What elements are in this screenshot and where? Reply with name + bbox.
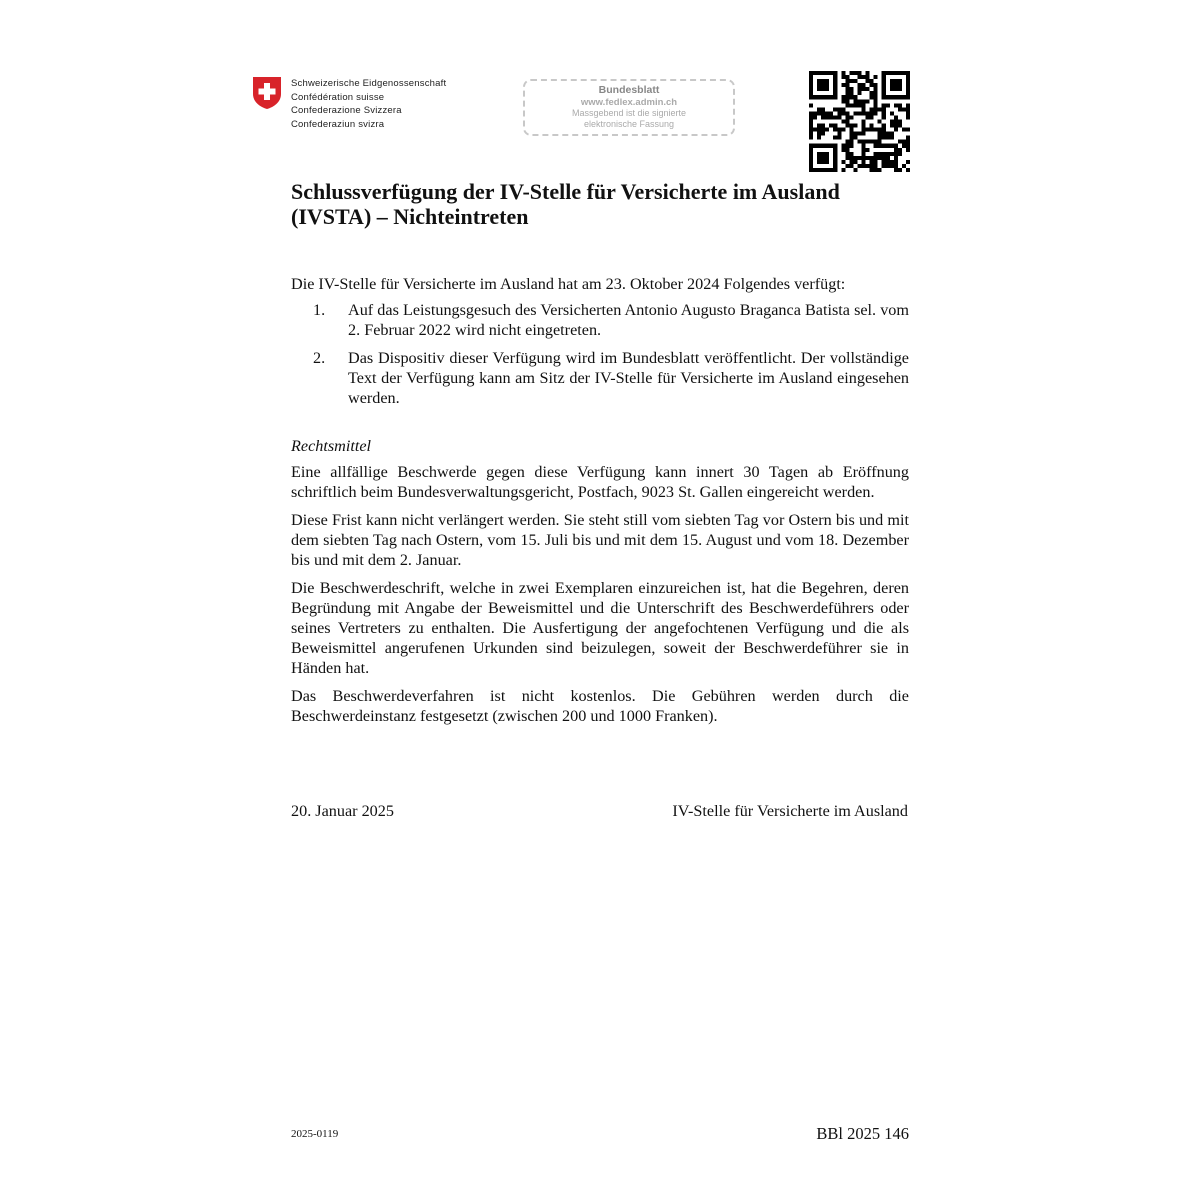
body-paragraph: Eine allfällige Beschwerde gegen diese Verfügung kann innert 30 Tagen ab Eröffnung schriftlich beim Bundesverwaltungsgericht, Postfach, 9023 St. Gallen eingereicht werden. (291, 463, 909, 501)
body-paragraph: Diese Frist kann nicht verlängert werden. Sie steht still vom siebten Tag vor Ostern bis und mit dem siebten Tag nach Ostern, vom 15. Juli bis und mit dem 15. August und vom 18. Dezember bis und mit dem 2. Januar. (291, 511, 909, 569)
title-line-2: (IVSTA) – Nichteintreten (291, 204, 529, 229)
stamp-note-line2: elektronische Fassung (583, 119, 675, 129)
document-number: 2025-0119 (291, 1128, 339, 1140)
bbl-reference: BBl 2025 146 (816, 1124, 909, 1143)
body-paragraph: Die Beschwerdeschrift, welche in zwei Exemplaren einzureichen ist, hat die Begehren, deren Begründung mit Angabe der Beweismittel und die Unterschrift des Beschwerdeführers oder seines Vertreters zu enthalten. Die Ausfertigung der angefochtenen Verfügung und die als Beweismittel angerufenen Urkunden sind beizulegen, soweit der Beschwerdeführer sie in Händen hat. (291, 579, 909, 677)
list-item (291, 300, 909, 340)
title-line-1: Schlussverfügung der IV-Stelle für Versicherte im Ausland (291, 179, 840, 204)
list-item (291, 348, 909, 408)
list-item-text: Das Dispositiv dieser Verfügung wird im Bundesblatt veröffentlicht. Der vollständige Text der Verfügung kann am Sitz der IV-Stelle für Versicherte im Ausland eingesehen werden. (348, 349, 909, 407)
confederation-line-it: Confederazione Svizzera (291, 105, 402, 116)
body-paragraph: Das Beschwerdeverfahren ist nicht kostenlos. Die Gebühren werden durch die Beschwerdeinstanz festgesetzt (zwischen 200 und 1000 Franken). (291, 687, 909, 725)
qr-code-icon (809, 71, 910, 172)
list-item-text: Auf das Leistungsgesuch des Versicherten Antonio Augusto Braganca Batista sel. vom 2. Februar 2022 wird nicht eingetreten. (348, 301, 909, 339)
stamp-note-line1: Massgebend ist die signierte (571, 108, 687, 118)
document-date: 20. Januar 2025 (291, 802, 394, 820)
signatory: IV-Stelle für Versicherte im Ausland (672, 802, 908, 820)
section-heading: Rechtsmittel (291, 437, 372, 455)
confederation-name (291, 77, 446, 131)
disposition-list (291, 300, 909, 408)
swiss-coat-of-arms-icon (252, 76, 282, 110)
stamp-url: www.fedlex.admin.ch (580, 97, 678, 108)
bundesblatt-stamp (523, 79, 735, 136)
intro-paragraph: Die IV-Stelle für Versicherte im Ausland hat am 23. Oktober 2024 Folgendes verfügt: (291, 275, 846, 293)
stamp-title: Bundesblatt (598, 84, 660, 96)
confederation-line-de: Schweizerische Eidgenossenschaft (291, 78, 447, 89)
confederation-line-fr: Confédération suisse (291, 91, 385, 103)
document-title (291, 179, 911, 229)
list-item-number: 2. (313, 349, 326, 367)
list-item-number: 1. (313, 301, 326, 319)
confederation-line-rm: Confederaziun svizra (291, 118, 385, 130)
document-body (291, 274, 909, 734)
